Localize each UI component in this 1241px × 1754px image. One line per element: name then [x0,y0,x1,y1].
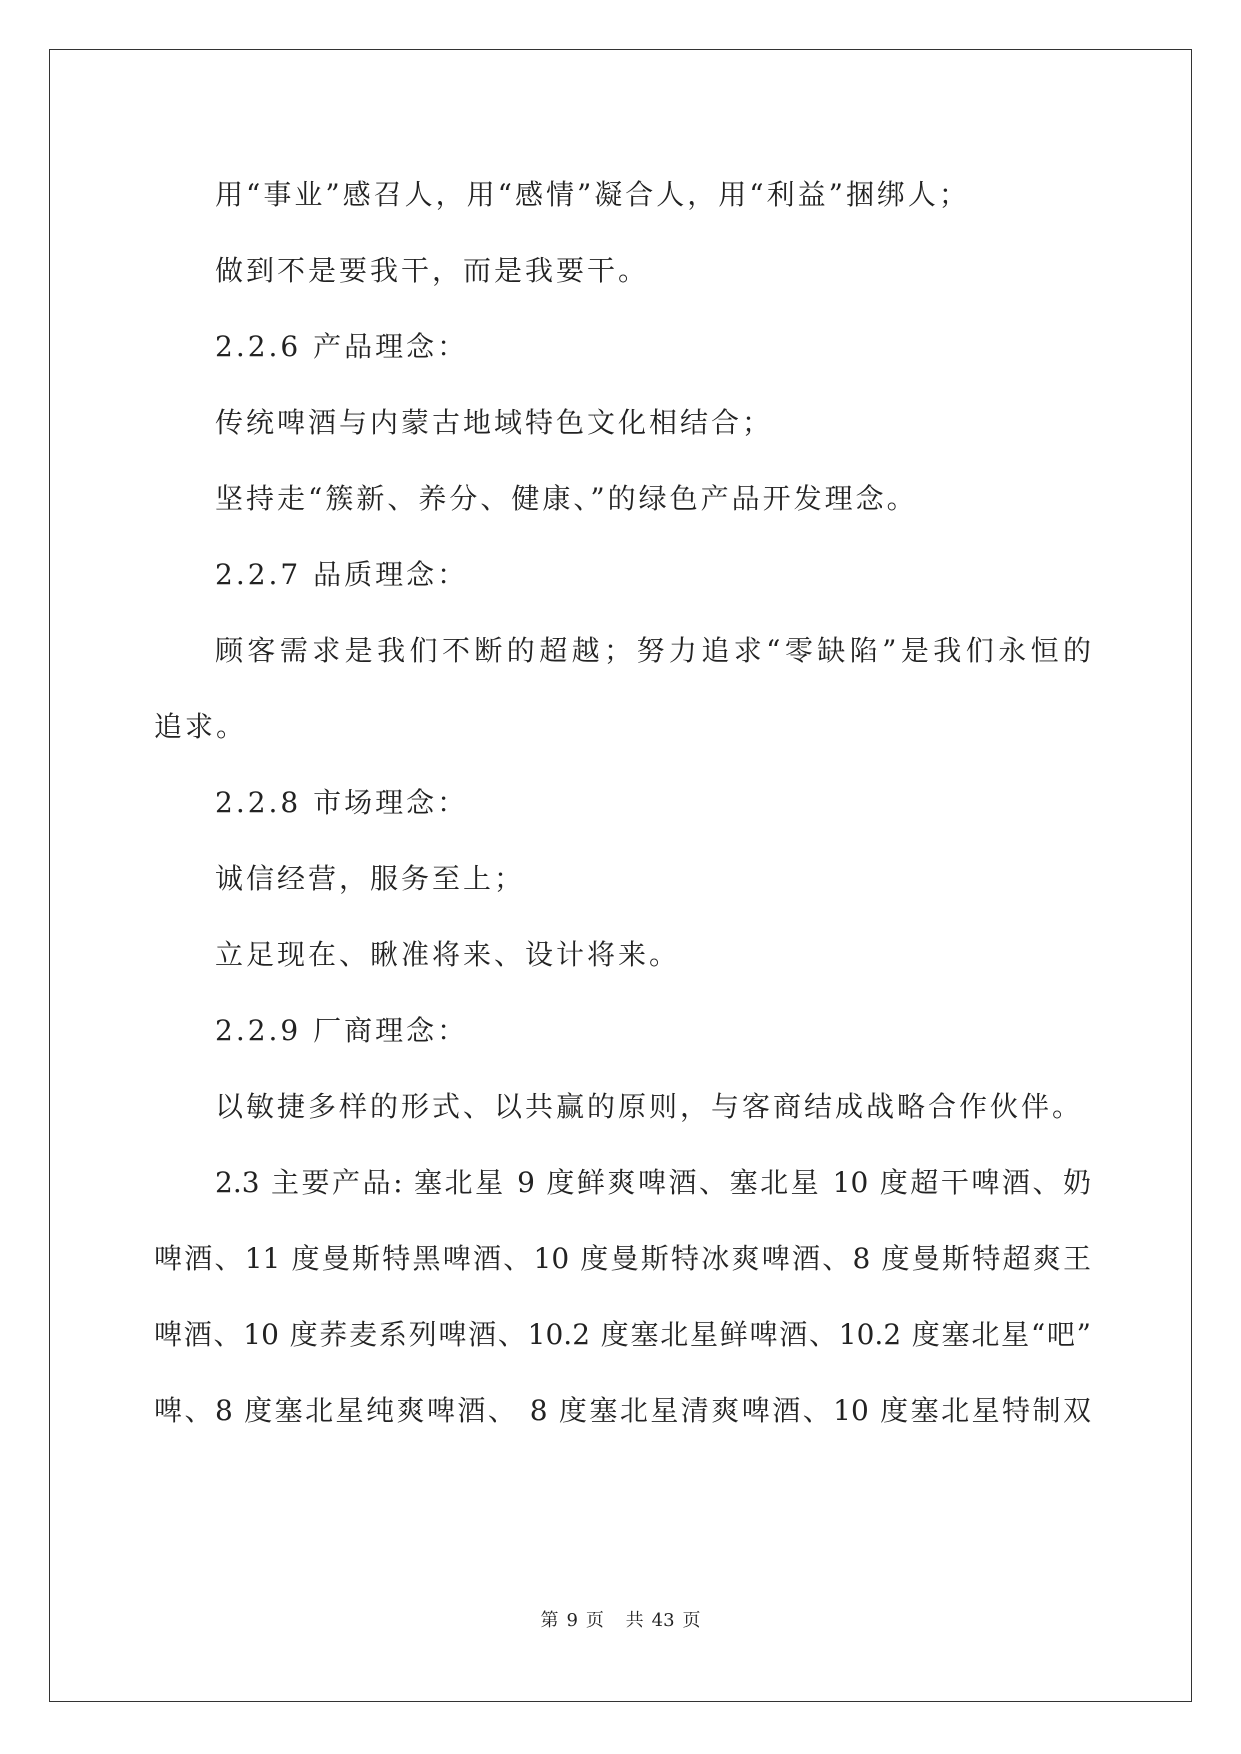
paragraph-line: 啤酒、10 度荞麦系列啤酒、10.2 度塞北星鲜啤酒、10.2 度塞北星“吧” [154,1318,1091,1351]
page-footer [0,1609,1241,1633]
section-heading: 2.2.9 厂商理念： [215,1014,469,1047]
paragraph-line: 追求。 [154,710,248,743]
paragraph-line: 坚持走“簇新、养分、健康、”的绿色产品开发理念。 [215,482,918,515]
paragraph-line: 诚信经营，服务至上； [215,862,526,895]
paragraph-line: 传统啤酒与内蒙古地域特色文化相结合； [215,406,774,439]
paragraph-line: 啤酒、11 度曼斯特黑啤酒、10 度曼斯特冰爽啤酒、8 度曼斯特超爽王 [154,1242,1091,1275]
total-pages-label: 共 43 页 [625,1610,701,1631]
paragraph-line: 2.3 主要产品: 塞北星 9 度鲜爽啤酒、塞北星 10 度超干啤酒、奶 [215,1166,1091,1199]
paragraph-line: 立足现在、瞅准将来、设计将来。 [215,938,681,971]
section-heading: 2.2.7 品质理念： [215,558,469,591]
paragraph-line: 用“事业”感召人，用“感情”凝合人，用“利益”捆绑人； [215,178,970,211]
section-heading: 2.2.6 产品理念： [215,330,469,363]
paragraph-line: 顾客需求是我们不断的超越；努力追求“零缺陷”是我们永恒的 [215,634,1091,667]
section-heading: 2.2.8 市场理念： [215,786,469,819]
page-number-label: 第 9 页 [540,1610,604,1631]
paragraph-line: 以敏捷多样的形式、以共赢的原则，与客商结成战略合作伙伴。 [215,1090,1084,1123]
paragraph-line: 做到不是要我干，而是我要干。 [215,254,650,287]
paragraph-line: 啤、8 度塞北星纯爽啤酒、 8 度塞北星清爽啤酒、10 度塞北星特制双 [154,1394,1091,1427]
